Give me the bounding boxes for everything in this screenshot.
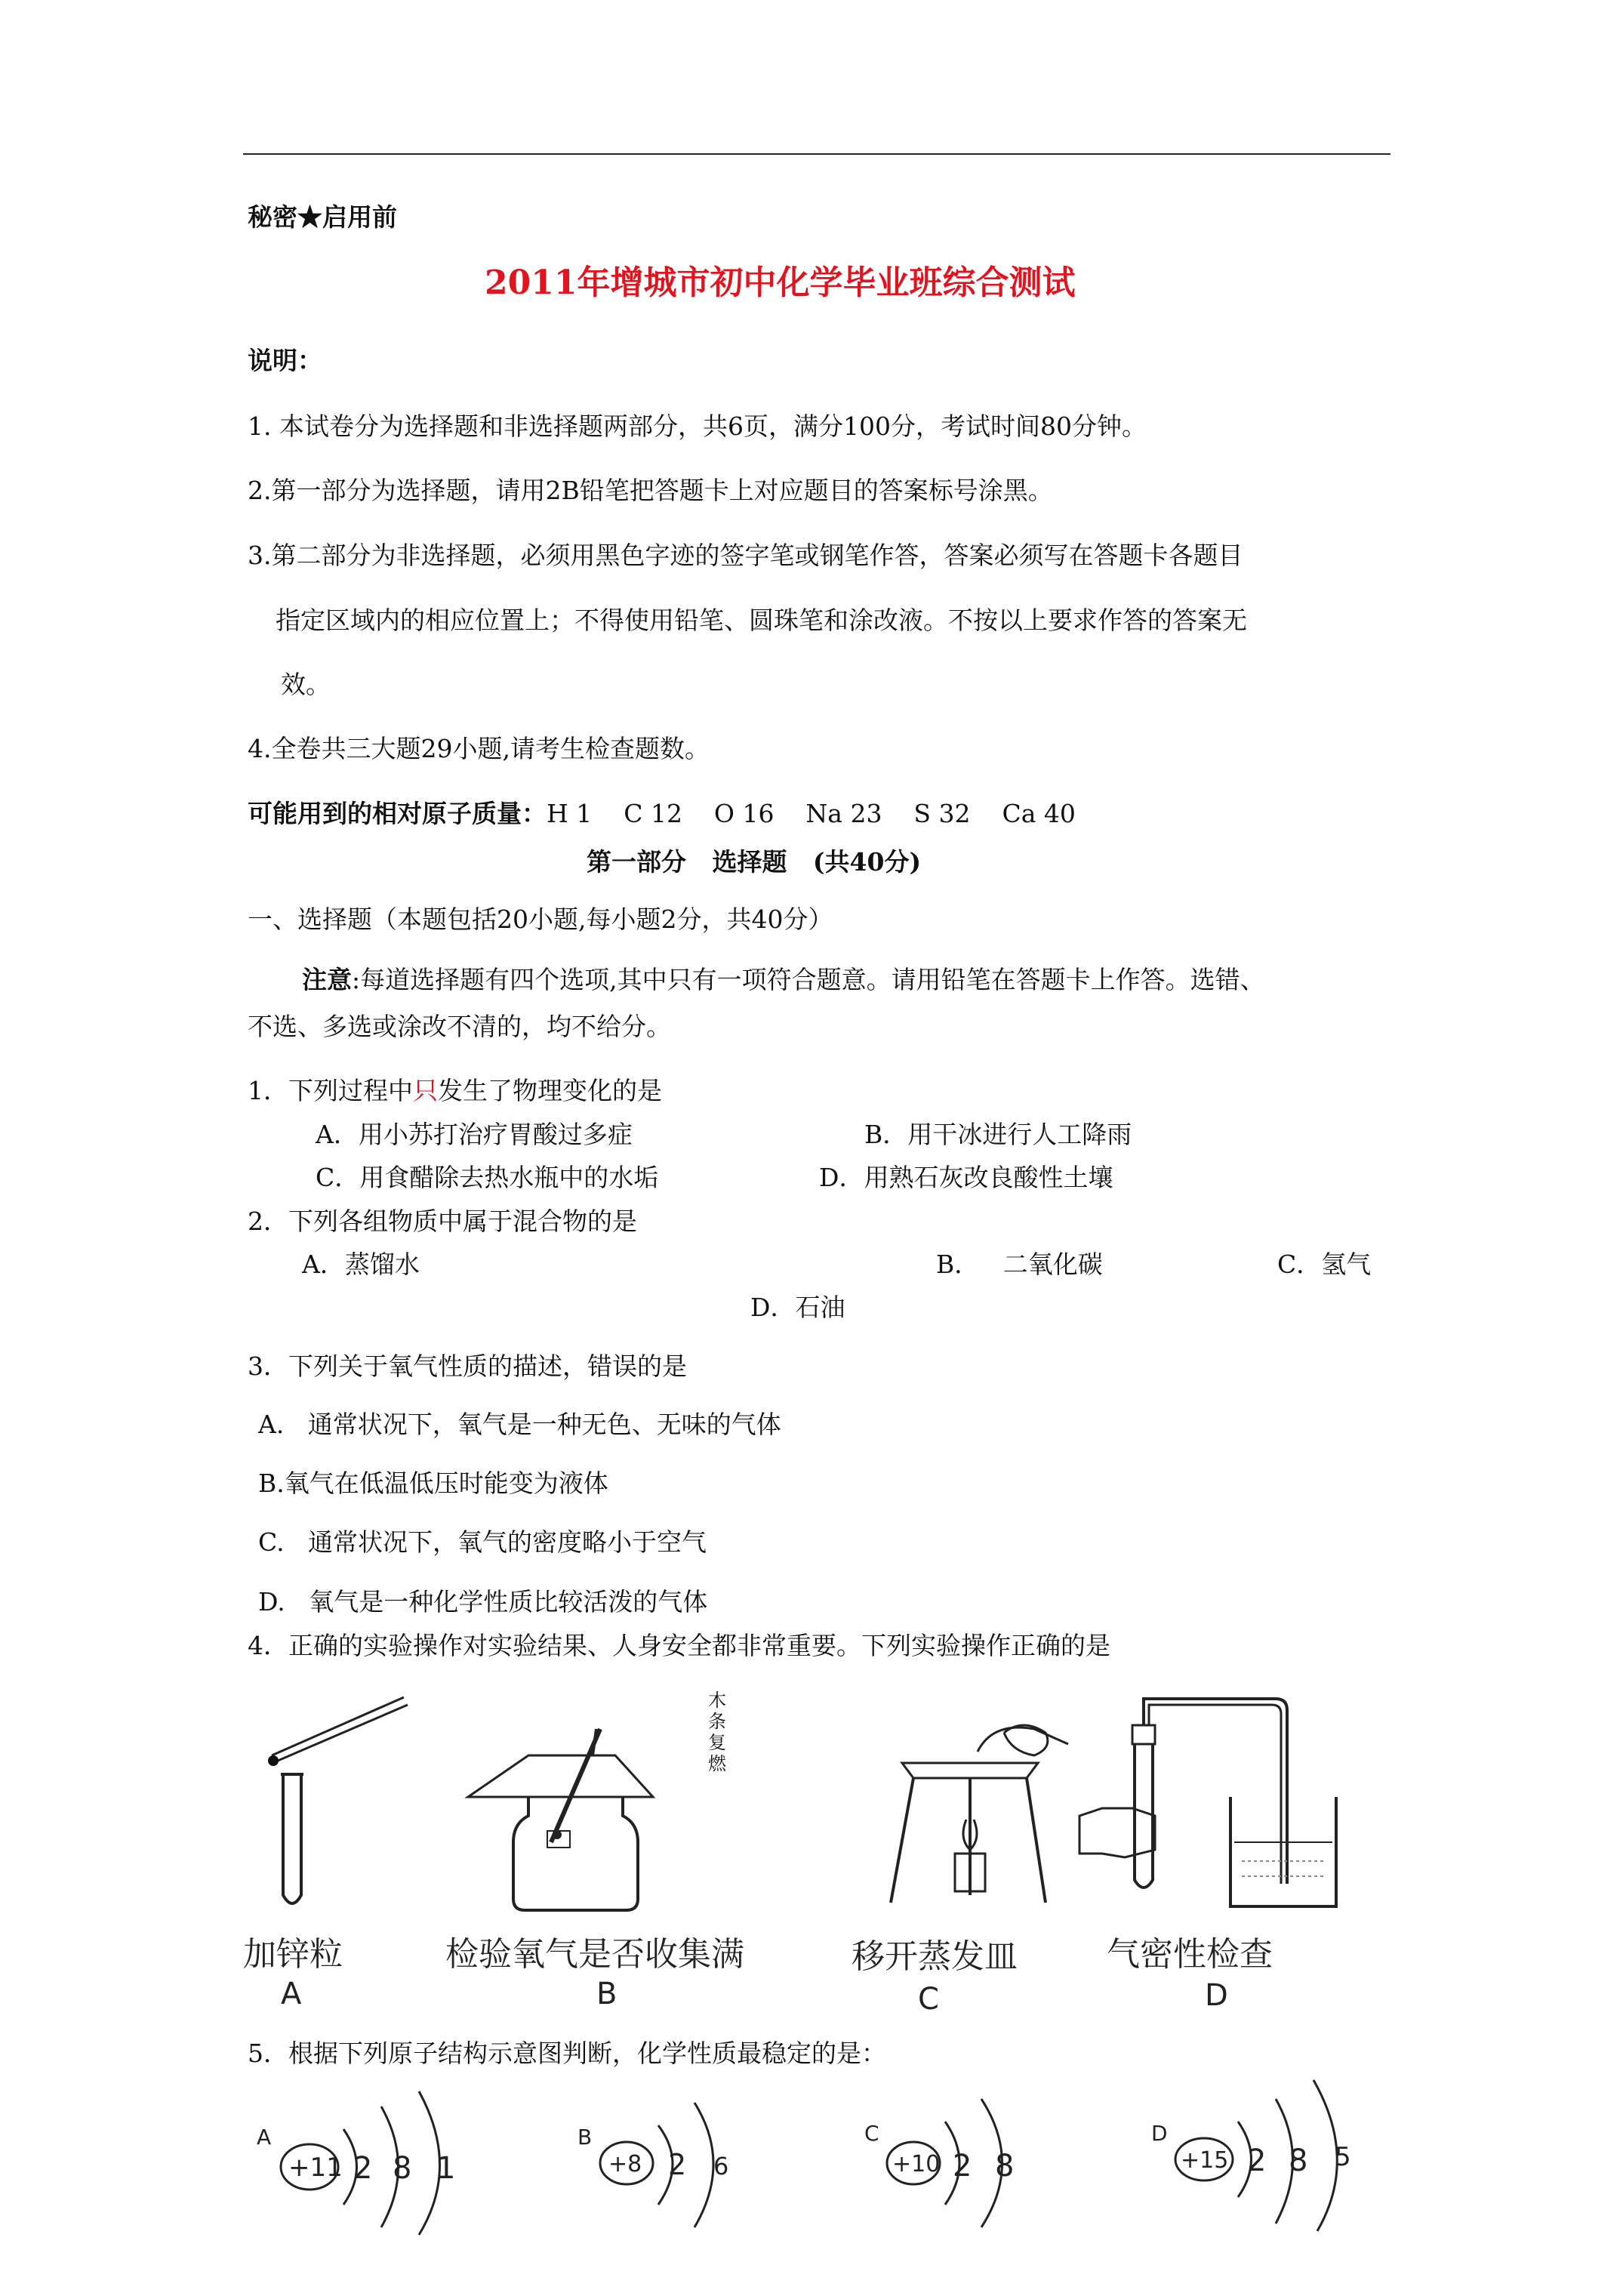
apparatus-b-gas-bottle	[438, 1684, 687, 1918]
q4-caption-d: 气密性检查	[1107, 1935, 1273, 1974]
atom-d-shell-2: 8	[1289, 2143, 1308, 2178]
atom-diagram-c	[861, 2084, 1057, 2235]
q4-stem: 4．正确的实验操作对实验结果、人身安全都非常重要。下列实验操作正确的是	[248, 1631, 1110, 1660]
atom-a-letter: A	[257, 2125, 272, 2150]
q1-option-d: D．用熟石灰改良酸性土壤	[819, 1163, 1113, 1192]
q4-letter-c: C	[918, 1982, 939, 2017]
note-text: :每道选择题有四个选项,其中只有一项符合题意。请用铅笔在答题卡上作答。选错、	[352, 965, 1265, 994]
q4-caption-c: 移开蒸发皿	[852, 1937, 1018, 1976]
atomic-masses-label: 可能用到的相对原子质量：	[248, 799, 547, 828]
atom-c-nucleus: +10	[892, 2151, 941, 2177]
atomic-masses	[248, 799, 1076, 829]
atom-d-shell-3: 5	[1335, 2142, 1351, 2172]
atom-b-shell-2: 6	[713, 2152, 729, 2180]
q1-stem-highlight: 只	[413, 1076, 438, 1105]
apparatus-b-side-label: 木条复燃	[708, 1690, 726, 1774]
q1-option-b: B．用干冰进行人工降雨	[864, 1120, 1132, 1149]
q3-option-c: C. 通常状况下，氧气的密度略小于空气	[258, 1527, 707, 1557]
instruction-item: 4.全卷共三大题29小题,请考生检查题数。	[248, 734, 710, 763]
atom-c-shell-1: 2	[953, 2149, 972, 2184]
atom-a-shell-3: 1	[436, 2151, 456, 2186]
atom-diagram-d	[1147, 2076, 1389, 2235]
q1-stem-pre: 1．下列过程中	[248, 1076, 413, 1105]
header-rule	[243, 153, 1390, 155]
secret-label: 秘密★启用前	[248, 202, 397, 232]
q2-stem: 2．下列各组物质中属于混合物的是	[248, 1207, 637, 1236]
atom-b-letter: B	[577, 2125, 593, 2150]
apparatus-a-test-tube	[249, 1691, 430, 1918]
section-heading: 一、选择题（本题包括20小题,每小题2分，共40分）	[248, 905, 833, 934]
q4-letter-a: A	[281, 1977, 302, 2011]
atom-b-nucleus: +8	[608, 2151, 642, 2177]
q2-option-c: C．氢气	[1277, 1250, 1372, 1279]
q1-stem	[248, 1076, 662, 1106]
q1-option-c: C．用食醋除去热水瓶中的水垢	[316, 1163, 659, 1192]
q4-caption-a: 加锌粒	[243, 1935, 343, 1974]
note-label: 注意	[302, 965, 352, 994]
instructions-heading: 说明：	[248, 346, 322, 375]
q1-stem-post: 发生了物理变化的是	[438, 1076, 662, 1105]
atom-d-letter: D	[1151, 2121, 1168, 2146]
atom-d-shell-1: 2	[1247, 2143, 1267, 2178]
q3-stem: 3．下列关于氧气性质的描述，错误的是	[248, 1351, 687, 1381]
atomic-masses-values: H 1 C 12 O 16 Na 23 S 32 Ca 40	[547, 799, 1076, 828]
q2-option-a: A．蒸馏水	[302, 1250, 420, 1279]
atom-c-letter: C	[864, 2121, 879, 2146]
apparatus-d-airtightness	[1079, 1684, 1397, 1918]
q2-option-b: B． 二氧化碳	[936, 1250, 1103, 1279]
atom-d-nucleus: +15	[1181, 2147, 1229, 2174]
atom-c-shell-2: 8	[995, 2149, 1015, 2184]
q4-caption-b: 检验氧气是否收集满	[445, 1935, 744, 1974]
atom-diagram-b	[574, 2084, 770, 2235]
q4-letter-d: D	[1205, 1978, 1228, 2013]
q3-option-a: A. 通常状况下，氧气是一种无色、无味的气体	[258, 1410, 781, 1439]
instruction-item: 3.第二部分为非选择题，必须用黑色字迹的签字笔或钢笔作答，答案必须写在答题卡各题目	[248, 541, 1243, 570]
instruction-item: 指定区域内的相应位置上；不得使用铅笔、圆珠笔和涂改液。不按以上要求作答的答案无	[276, 606, 1247, 635]
apparatus-c-evaporating-dish	[861, 1691, 1087, 1918]
atom-b-shell-1: 2	[668, 2148, 687, 2181]
q1-option-a: A．用小苏打治疗胃酸过多症	[316, 1120, 633, 1149]
q3-option-d: D. 氧气是一种化学性质比较活泼的气体	[258, 1587, 708, 1616]
instruction-item: 2.第一部分为选择题，请用2B铅笔把答题卡上对应题目的答案标号涂黑。	[248, 476, 1053, 505]
q3-option-b: B.氧气在低温低压时能变为液体	[258, 1469, 608, 1498]
q4-letter-b: B	[596, 1977, 617, 2011]
instruction-item: 效。	[281, 670, 331, 699]
atom-a-nucleus: +11	[288, 2153, 343, 2183]
note-line	[302, 965, 1265, 995]
q5-stem: 5．根据下列原子结构示意图判断，化学性质最稳定的是：	[248, 2039, 886, 2068]
q2-option-d: D．石油	[750, 1293, 845, 1322]
note-line-2: 不选、多选或涂改不清的，均不给分。	[248, 1012, 671, 1041]
atom-a-shell-1: 2	[353, 2151, 373, 2186]
instruction-item: 1. 本试卷分为选择题和非选择题两部分，共6页，满分100分，考试时间80分钟。	[248, 411, 1147, 441]
exam-title: 2011年增城市初中化学毕业班综合测试	[485, 264, 1076, 302]
atom-a-shell-2: 8	[393, 2151, 412, 2186]
atom-diagram-a	[249, 2084, 491, 2235]
part1-heading: 第一部分 选择题 (共40分)	[587, 847, 922, 877]
